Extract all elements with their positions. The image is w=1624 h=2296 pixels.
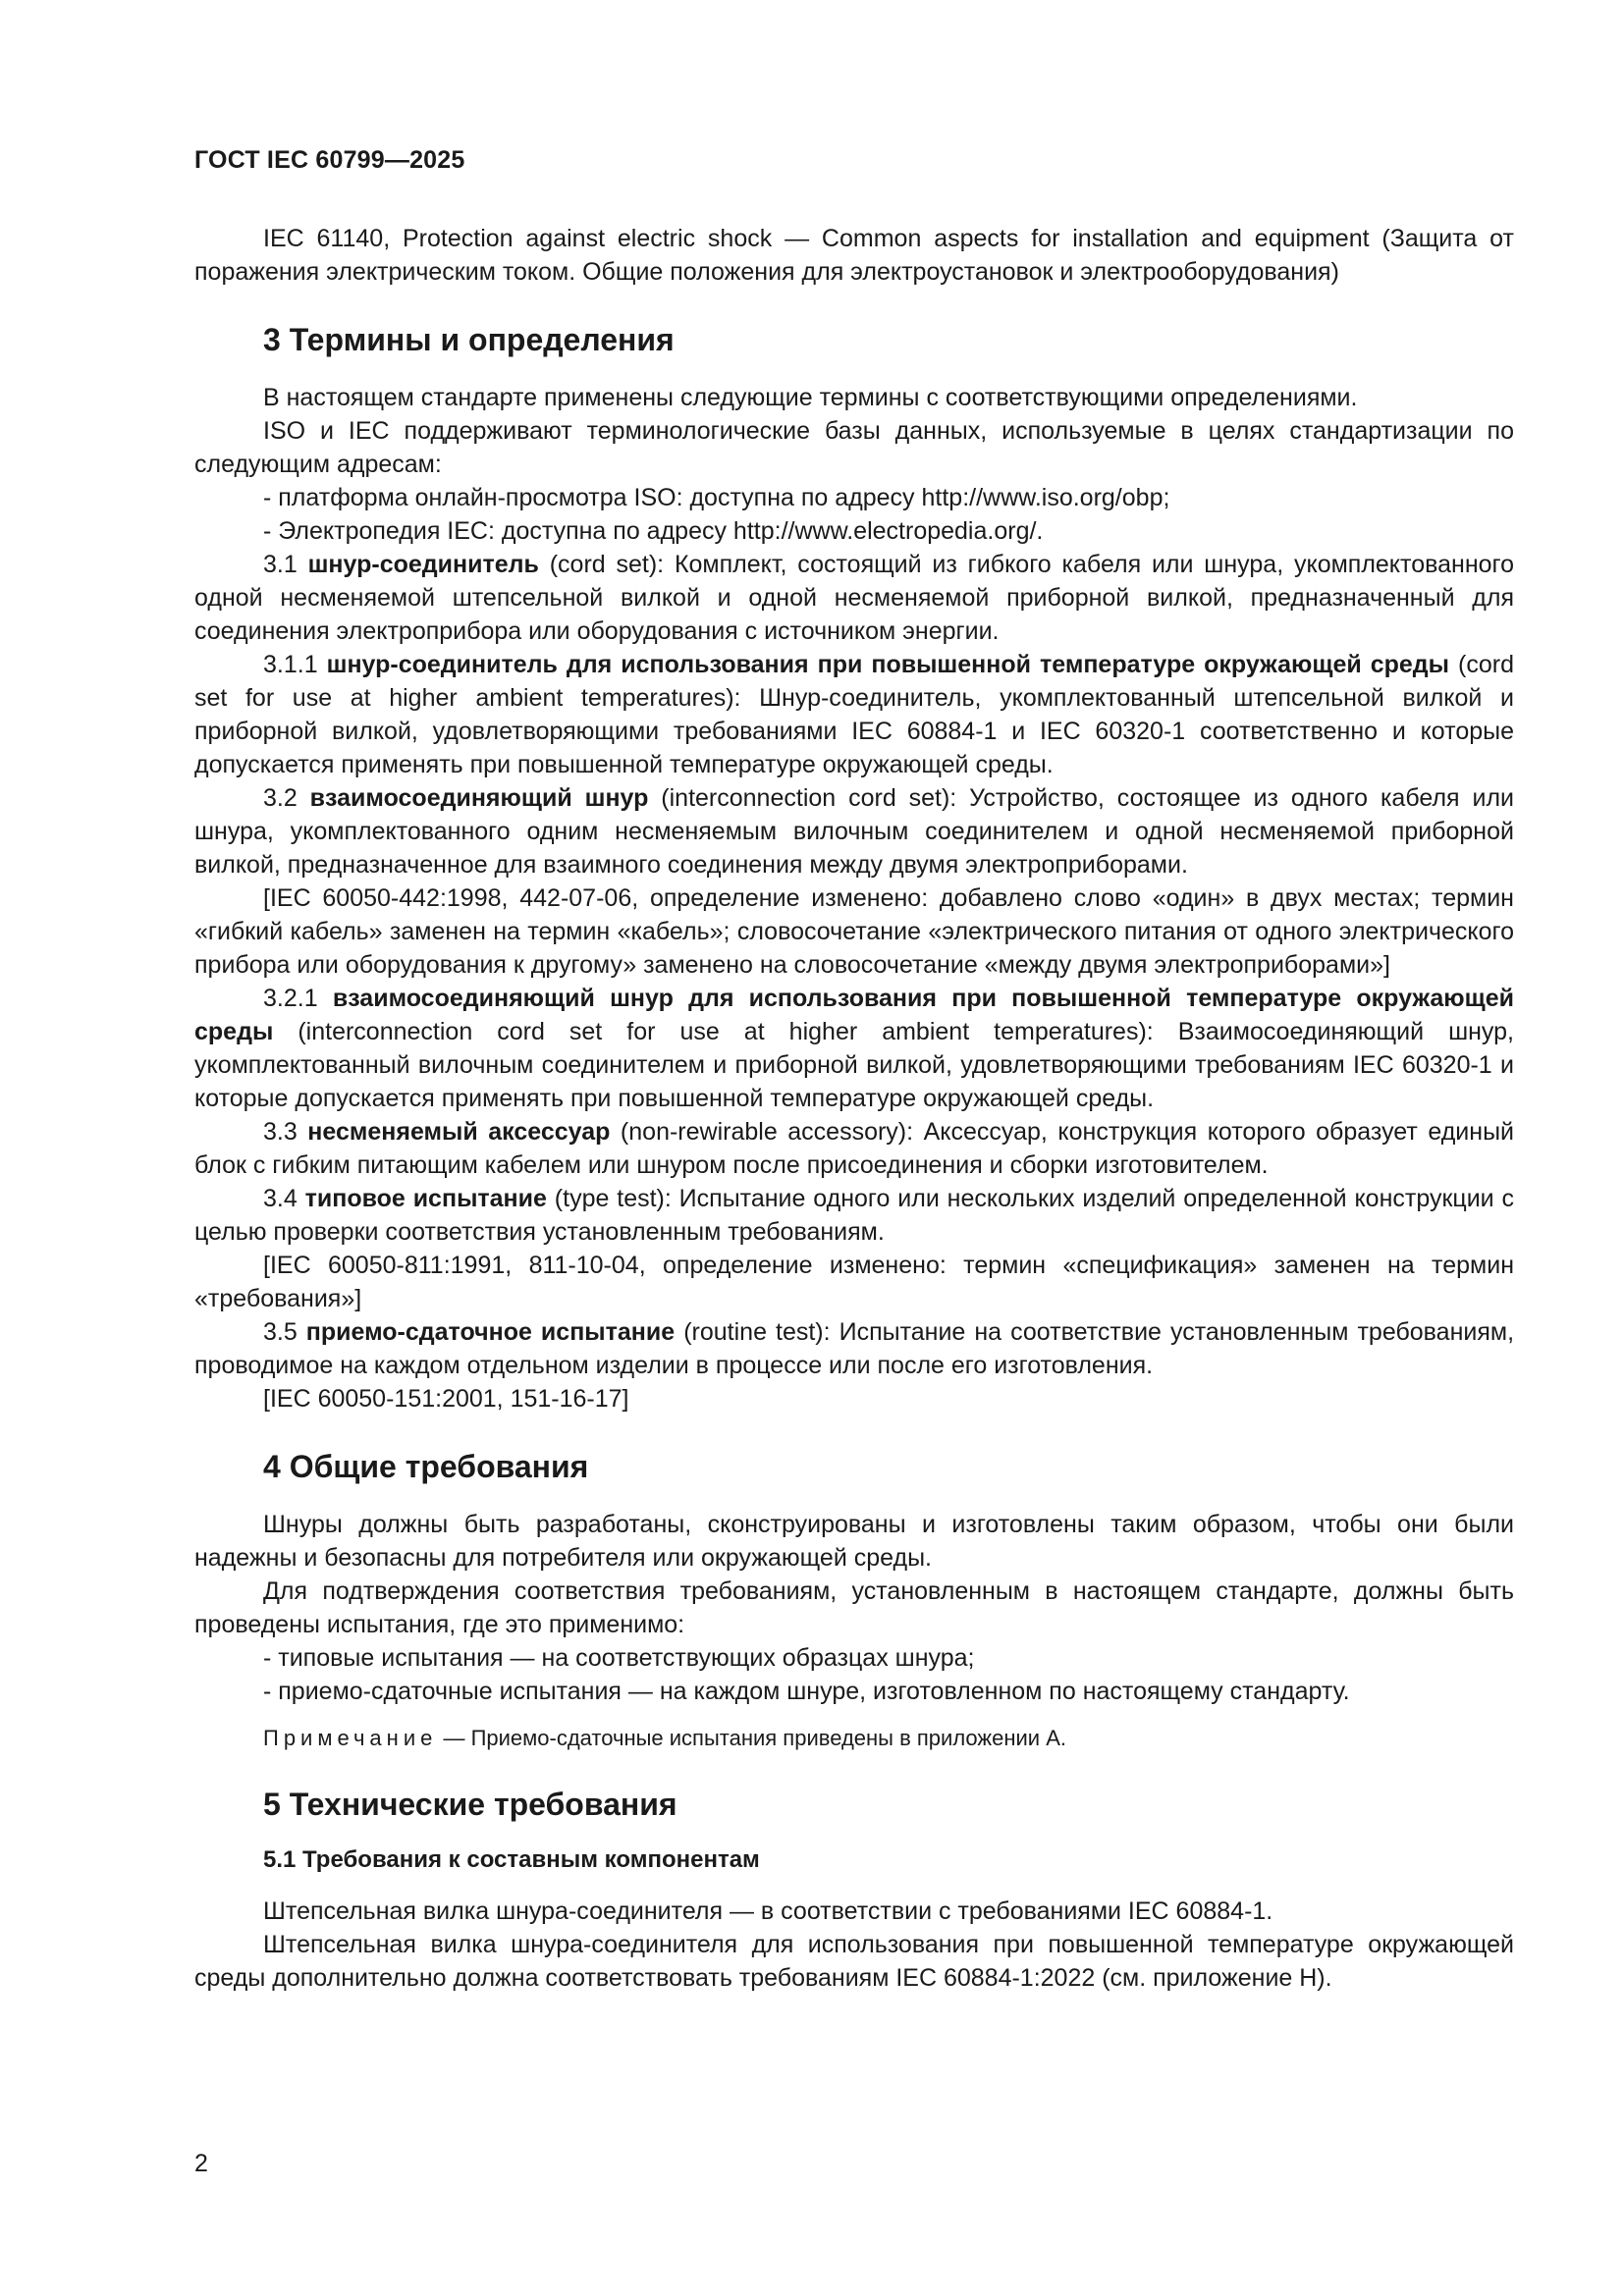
term-name: шнур-соединитель	[307, 551, 539, 578]
term-3-1-1	[194, 648, 1514, 781]
term-definition: (non-rewirable accessory): Аксессуар, конструкция которого образует единый блок с гибким питающим кабелем или шнуром после присоединения и сборки изготовителем.	[194, 1118, 1514, 1179]
section-4-list-item-1: - типовые испытания — на соответствующих образцах шнура;	[263, 1644, 975, 1672]
section-5-title: 5 Технические требования	[263, 1787, 677, 1822]
term-3-4-source: [IEC 60050-811:1991, 811-10-04, определение изменено: термин «спецификация» заменен на термин «требования»]	[194, 1252, 1514, 1312]
term-3-2	[194, 781, 1514, 881]
document-page	[194, 145, 1514, 1995]
term-3-2-1	[194, 982, 1514, 1115]
term-definition: (routine test): Испытание на соответствие установленным требованиям, проводимое на каждом отдельном изделии в процессе или после его изготовления.	[194, 1318, 1515, 1379]
section-4-paragraph-1: Шнуры должны быть разработаны, сконструированы и изготовлены таким образом, чтобы они были надежны и безопасны для потребителя или окружающей среды.	[194, 1511, 1514, 1572]
term-definition: (interconnection cord set for use at higher ambient temperatures): Взаимосоединяющий шнур, укомплектованный вилочным соединителем и приборной вилкой, удовлетворяющими требованиям IEC 60320-1 и которые допускается применять при повышенной температуре окружающей среды.	[194, 1018, 1514, 1112]
section-4-paragraph-2: Для подтверждения соответствия требованиям, установленным в настоящем стандарте, должны быть проведены испытания, где это применимо:	[194, 1577, 1514, 1638]
section-4-note	[194, 1724, 1514, 1753]
section-3-intro-2: ISO и IEC поддерживают терминологические базы данных, используемые в целях стандартизации по следующим адресам:	[194, 417, 1514, 478]
page-number: 2	[194, 2150, 208, 2177]
term-number: 3.1	[263, 551, 308, 578]
term-3-4	[194, 1182, 1514, 1249]
note-label: Примечание	[263, 1726, 438, 1750]
term-number: 3.5	[263, 1318, 306, 1346]
term-number: 3.2	[263, 784, 310, 812]
document-header: ГОСТ IEC 60799—2025	[194, 146, 465, 174]
term-name: типовое испытание	[304, 1185, 547, 1212]
term-number: 3.2.1	[263, 985, 333, 1012]
term-name: несменяемый аксессуар	[307, 1118, 611, 1146]
term-name: взаимосоединяющий шнур для использования при повышенной температуре окружающей среды	[194, 985, 1514, 1045]
term-3-5-source: [IEC 60050-151:2001, 151-16-17]	[263, 1385, 629, 1413]
term-3-1	[194, 548, 1514, 648]
term-number: 3.4	[263, 1185, 305, 1212]
term-name: взаимосоединяющий шнур	[309, 784, 649, 812]
subsection-5-1-title: 5.1 Требования к составным компонентам	[263, 1846, 760, 1873]
term-name: шнур-соединитель для использования при повышенной температуре окружающей среды	[326, 651, 1450, 678]
section-5-1-paragraph-2: Штепсельная вилка шнура-соединителя для использования при повышенной температуре окружающей среды дополнительно должна соответствовать требованиям IEC 60884-1:2022 (см. приложение Н).	[194, 1931, 1514, 1992]
term-name: приемо-сдаточное испытание	[305, 1318, 676, 1346]
section-3-title: 3 Термины и определения	[263, 322, 675, 357]
term-3-2-source: [IEC 60050-442:1998, 442-07-06, определение изменено: добавлено слово «один» в двух местах; термин «гибкий кабель» заменен на термин «кабель»; словосочетание «электрического питания от одного электрического прибора или оборудования к другому» заменено на словосочетание «между двумя электроприборами»]	[194, 884, 1514, 979]
term-definition: (cord set for use at higher ambient temperatures): Шнур-соединитель, укомплектованный штепсельной вилкой и приборной вилкой, удовлетворяющими требованиями IEC 60884-1 и IEC 60320-1 соответственно и которые допускается применять при повышенной температуре окружающей среды.	[194, 651, 1514, 778]
term-definition: (type test): Испытание одного или нескольких изделий определенной конструкции с целью проверки соответствия установленным требованиям.	[194, 1185, 1514, 1246]
term-number: 3.3	[263, 1118, 308, 1146]
section-4-list-item-2: - приемо-сдаточные испытания — на каждом шнуре, изготовленном по настоящему стандарту.	[263, 1678, 1350, 1705]
term-definition: (interconnection cord set): Устройство, состоящее из одного кабеля или шнура, укомплектованного одним несменяемым вилочным соединителем и одной несменяемой приборной вилкой, предназначенное для взаимного соединения между двумя электроприборами.	[194, 784, 1514, 879]
reference-iec-61140: IEC 61140, Protection against electric shock — Common aspects for installation and equipment (Защита от поражения электрическим током. Общие положения для электроустановок и электрооборудования)	[194, 225, 1514, 286]
section-5-1-paragraph-1: Штепсельная вилка шнура-соединителя — в соответствии с требованиями IEC 60884-1.	[263, 1897, 1273, 1925]
term-3-3	[194, 1115, 1514, 1182]
section-3-intro-1: В настоящем стандарте применены следующие термины с соответствующими определениями.	[263, 384, 1358, 411]
section-3-list-item-1: - платформа онлайн-просмотра ISO: доступна по адресу http://www.iso.org/obp;	[263, 484, 1170, 511]
term-number: 3.1.1	[263, 651, 327, 678]
section-4-title: 4 Общие требования	[263, 1449, 589, 1484]
section-3-list-item-2: - Электропедия IEC: доступна по адресу http://www.electropedia.org/.	[263, 517, 1044, 545]
term-definition: (cord set): Комплект, состоящий из гибкого кабеля или шнура, укомплектованного одной несменяемой штепсельной вилкой и одной несменяемой приборной вилкой, предназначенный для соединения электроприбора или оборудования с источником энергии.	[194, 551, 1514, 645]
term-3-5	[194, 1315, 1514, 1382]
note-text: — Приемо-сдаточные испытания приведены в приложении А.	[437, 1726, 1066, 1750]
